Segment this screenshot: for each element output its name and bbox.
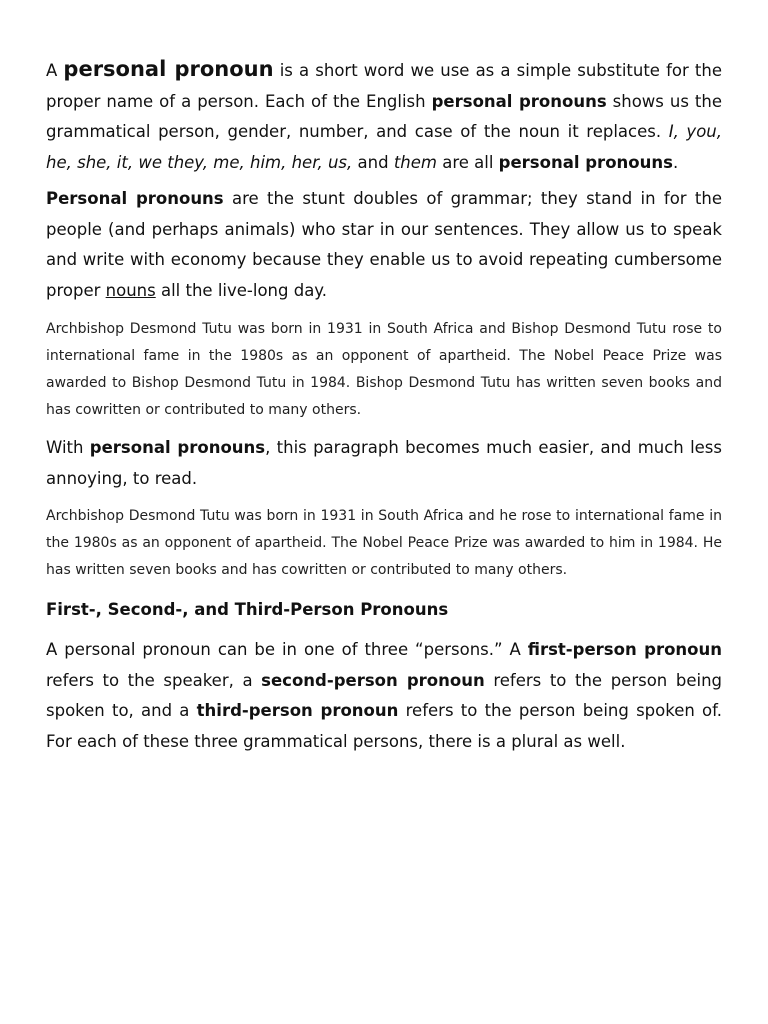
text: A: [46, 61, 64, 80]
text: refers to the speaker, a: [46, 670, 262, 690]
text: are the stunt doubles of grammar; they stand in for the people (and perhaps animals) who star in our sentences. They allow us to speak and write with economy because they enable us to avoid repeating cumbersome proper: [46, 189, 722, 300]
bold-term: first-person pronoun: [527, 640, 722, 659]
text: refers to the person being spoken of. For each of these three grammatical persons, there is a plural as well.: [46, 701, 722, 751]
italic-pronoun-list: I, you, he, she, it, we they, me, him, her, us,: [46, 122, 722, 172]
text: are all: [436, 152, 499, 172]
transition-paragraph: [46, 433, 722, 494]
bold-term: personal pronouns: [89, 438, 266, 457]
italic-pronoun: them: [393, 152, 437, 172]
stunt-doubles-paragraph: [46, 184, 722, 306]
intro-paragraph: [46, 54, 722, 178]
bold-term: third-person pronoun: [196, 701, 399, 720]
bold-term: personal pronouns: [498, 152, 673, 172]
section-heading: First-, Second-, and Third-Person Pronouns: [46, 600, 449, 619]
bold-term: second-person pronoun: [261, 670, 485, 690]
text: and: [352, 152, 394, 172]
bold-term: personal pronouns: [431, 91, 607, 111]
text: all the live-long day.: [155, 280, 327, 300]
example-without-pronouns: Archbishop Desmond Tutu was born in 1931 in South Africa and Bishop Desmond Tutu rose to international fame in the 1980s as an opponent of apartheid. The Nobel Peace Prize was awarded to Bishop Desmond Tutu in 1984. Bishop Desmond Tutu has written seven books and has cowritten or contributed to many others.: [46, 321, 722, 418]
bold-term: Personal pronouns: [46, 189, 224, 208]
text: shows us the grammatical person, gender, number, and case of the noun it replaces.: [46, 91, 723, 141]
text: .: [672, 152, 679, 172]
text: A personal pronoun can be in one of three “persons.” A: [46, 640, 528, 659]
key-term: personal pronoun: [63, 57, 274, 81]
text: , this paragraph becomes much easier, and much less annoying, to read.: [46, 438, 723, 488]
persons-paragraph: [46, 635, 722, 757]
text: is a short word we use as a simple substitute for the proper name of a person. Each of the English: [46, 61, 722, 111]
example-with-pronouns: Archbishop Desmond Tutu was born in 1931 in South Africa and he rose to international fame in the 1980s as an opponent of apartheid. The Nobel Peace Prize was awarded to him in 1984. He has written seven books and has cowritten or contributed to many others.: [46, 508, 722, 578]
text: refers to the person being spoken to, and a: [46, 670, 722, 720]
text: With: [46, 438, 90, 457]
nouns-link[interactable]: nouns: [105, 280, 156, 300]
